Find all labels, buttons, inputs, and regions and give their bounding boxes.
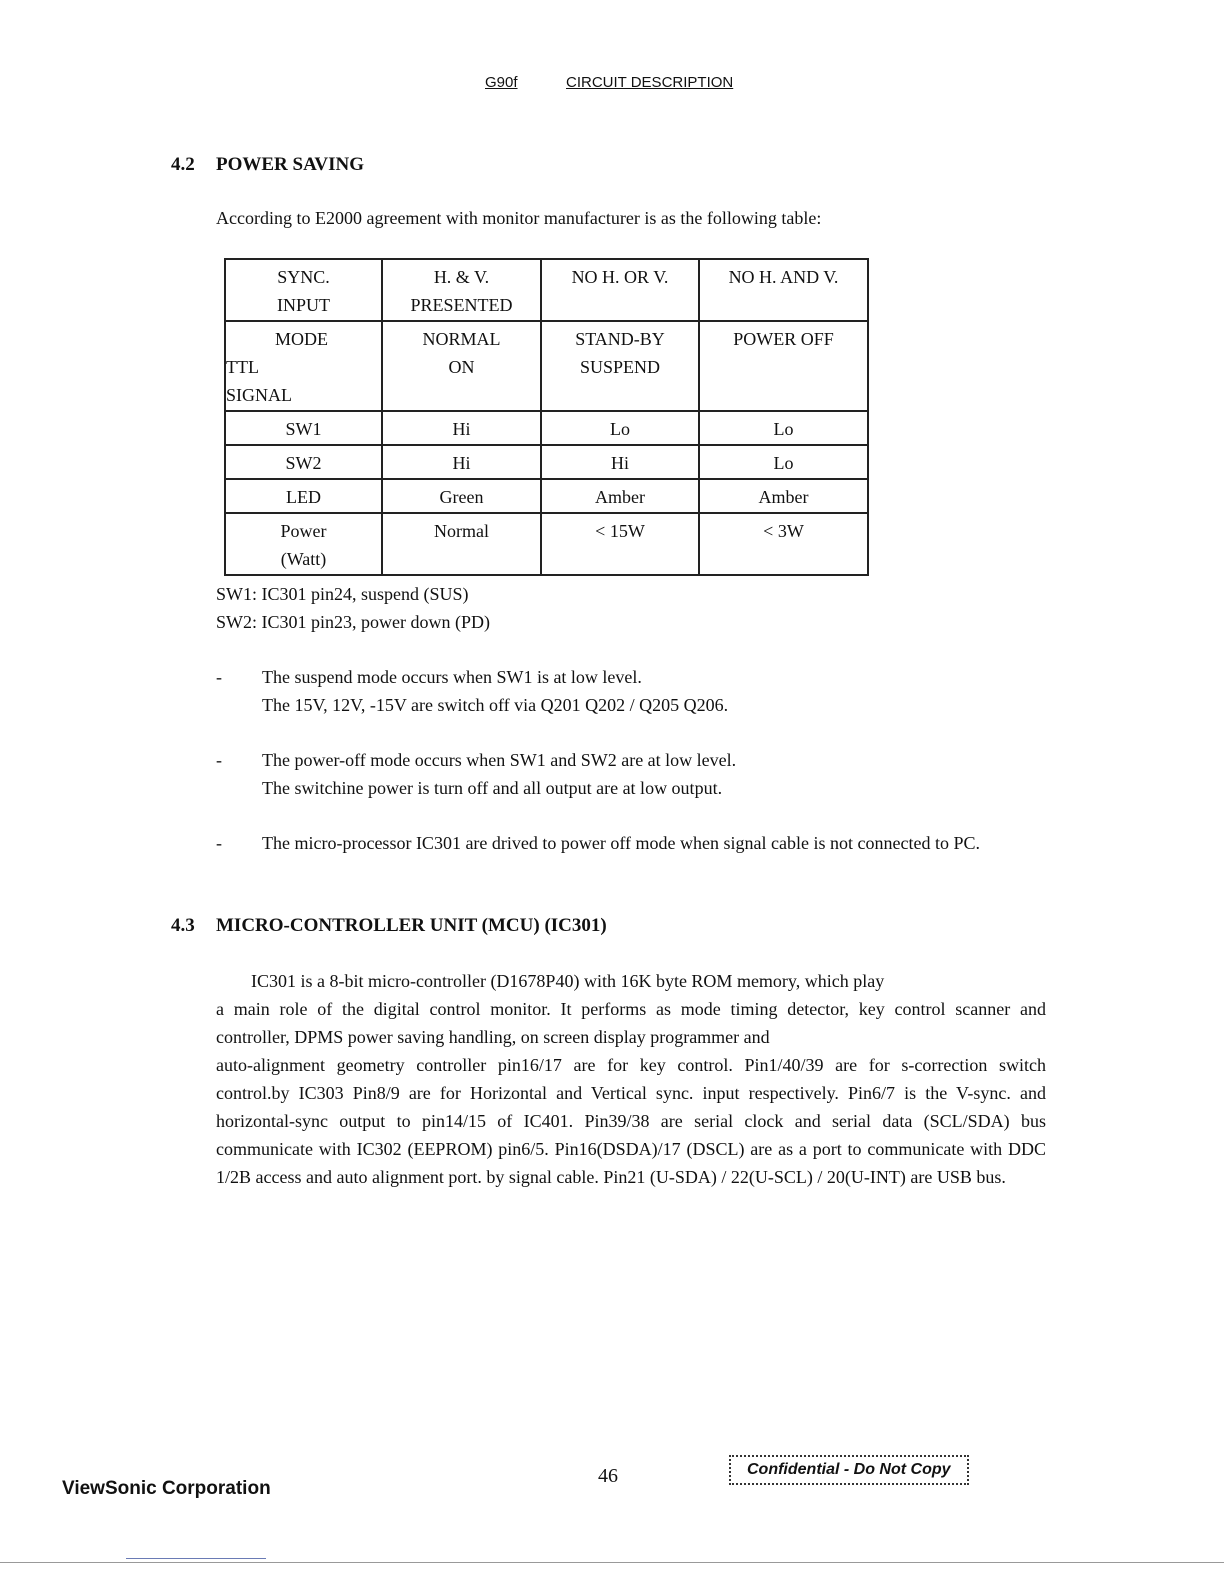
body-line: horizontal-sync output to pin14/15 of IC401. Pin39/38 are serial clock and serial data (SCL/SDA) bus: [216, 1111, 1046, 1131]
footer-accent-line: [126, 1558, 266, 1559]
table-cell: Lo: [541, 411, 699, 445]
table-cell: Hi: [382, 445, 541, 479]
table-row: [225, 479, 868, 513]
section-42-intro: According to E2000 agreement with monitor manufacturer is as the following table:: [216, 208, 822, 228]
table-cell: SW2: [225, 445, 382, 479]
table-row: [225, 321, 868, 411]
cell-normal: NORMAL: [422, 329, 501, 349]
table-cell: < 15W: [541, 513, 699, 575]
bullet-dash: -: [216, 750, 222, 770]
bullet-3-line-1: The micro-processor IC301 are drived to power off mode when signal cable is not connected to PC.: [262, 833, 980, 853]
body-line: control.by IC303 Pin8/9 are for Horizontal and Vertical sync. input respectively. Pin6/7 is the V-sync. and: [216, 1083, 1046, 1103]
bullet-dash: -: [216, 667, 222, 687]
body-line: IC301 is a 8-bit micro-controller (D1678P40) with 16K byte ROM memory, which play: [251, 971, 885, 991]
table-cell: Green: [382, 479, 541, 513]
table-cell: SW1: [225, 411, 382, 445]
cell-mode: MODE: [275, 329, 328, 349]
table-cell: Lo: [699, 445, 868, 479]
power-saving-table: [224, 258, 869, 576]
cell-power: Power: [280, 521, 327, 541]
table-cell: Lo: [699, 411, 868, 445]
cell-ttl: TTL: [226, 357, 259, 377]
table-cell: NO H. AND V.: [699, 259, 868, 321]
table-row: [225, 259, 868, 321]
table-cell: Amber: [699, 479, 868, 513]
table-cell: [225, 513, 382, 575]
cell-sync: SYNC.: [277, 267, 330, 287]
table-cell: [225, 259, 382, 321]
table-cell: < 3W: [699, 513, 868, 575]
table-cell: [382, 321, 541, 411]
cell-suspend: SUSPEND: [579, 357, 661, 377]
cell-input: INPUT: [277, 295, 330, 315]
table-cell: [225, 321, 382, 411]
body-line: communicate with IC302 (EEPROM) pin6/5. Pin16(DSDA)/17 (DSCL) are as a port to communicate with DDC: [216, 1139, 1046, 1159]
section-42-number: 4.2: [171, 154, 195, 175]
confidential-stamp: Confidential - Do Not Copy: [729, 1455, 969, 1485]
section-42-title: POWER SAVING: [216, 154, 364, 175]
table-row: [225, 513, 868, 575]
bullet-2-line-2: The switchine power is turn off and all output are at low output.: [262, 778, 723, 798]
table-row: [225, 445, 868, 479]
cell-presented: PRESENTED: [410, 295, 513, 315]
cell-hv: H. & V.: [433, 267, 490, 287]
note-sw2: SW2: IC301 pin23, power down (PD): [216, 612, 490, 632]
table-cell: Hi: [541, 445, 699, 479]
cell-signal: SIGNAL: [226, 385, 292, 405]
cell-watt: (Watt): [280, 549, 327, 569]
header-model: G90f: [485, 74, 518, 91]
bullet-1-line-2: The 15V, 12V, -15V are switch off via Q201 Q202 / Q205 Q206.: [262, 695, 729, 715]
table-cell: [541, 321, 699, 411]
table-cell: POWER OFF: [699, 321, 868, 411]
section-43-body: [216, 967, 1046, 1191]
bullet-dash: -: [216, 833, 222, 853]
table-cell: LED: [225, 479, 382, 513]
header-section: CIRCUIT DESCRIPTION: [566, 74, 734, 91]
note-sw1: SW1: IC301 pin24, suspend (SUS): [216, 584, 469, 604]
cell-standby: STAND-BY: [575, 329, 665, 349]
footer-divider: [0, 1562, 1224, 1563]
body-line: controller, DPMS power saving handling, on screen display programmer and: [216, 1027, 770, 1047]
bullet-2-line-1: The power-off mode occurs when SW1 and SW2 are at low level.: [262, 750, 737, 770]
table-row: [225, 411, 868, 445]
section-43-number: 4.3: [171, 915, 195, 936]
section-43-title: MICRO-CONTROLLER UNIT (MCU) (IC301): [216, 915, 607, 936]
table-cell: NO H. OR V.: [541, 259, 699, 321]
footer-company: ViewSonic Corporation: [62, 1478, 271, 1499]
table-cell: Normal: [382, 513, 541, 575]
bullet-1-line-1: The suspend mode occurs when SW1 is at low level.: [262, 667, 642, 687]
page-number: 46: [598, 1465, 618, 1487]
body-line: a main role of the digital control monitor. It performs as mode timing detector, key control scanner and: [216, 999, 1046, 1019]
body-line: auto-alignment geometry controller pin16/17 are for key control. Pin1/40/39 are for s-correction switch: [216, 1055, 1046, 1075]
cell-on: ON: [448, 357, 475, 377]
body-line: 1/2B access and auto alignment port. by signal cable. Pin21 (U-SDA) / 22(U-SCL) / 20(U-INT) are USB bus.: [216, 1167, 1006, 1187]
table-cell: [382, 259, 541, 321]
table-cell: Hi: [382, 411, 541, 445]
table-cell: Amber: [541, 479, 699, 513]
